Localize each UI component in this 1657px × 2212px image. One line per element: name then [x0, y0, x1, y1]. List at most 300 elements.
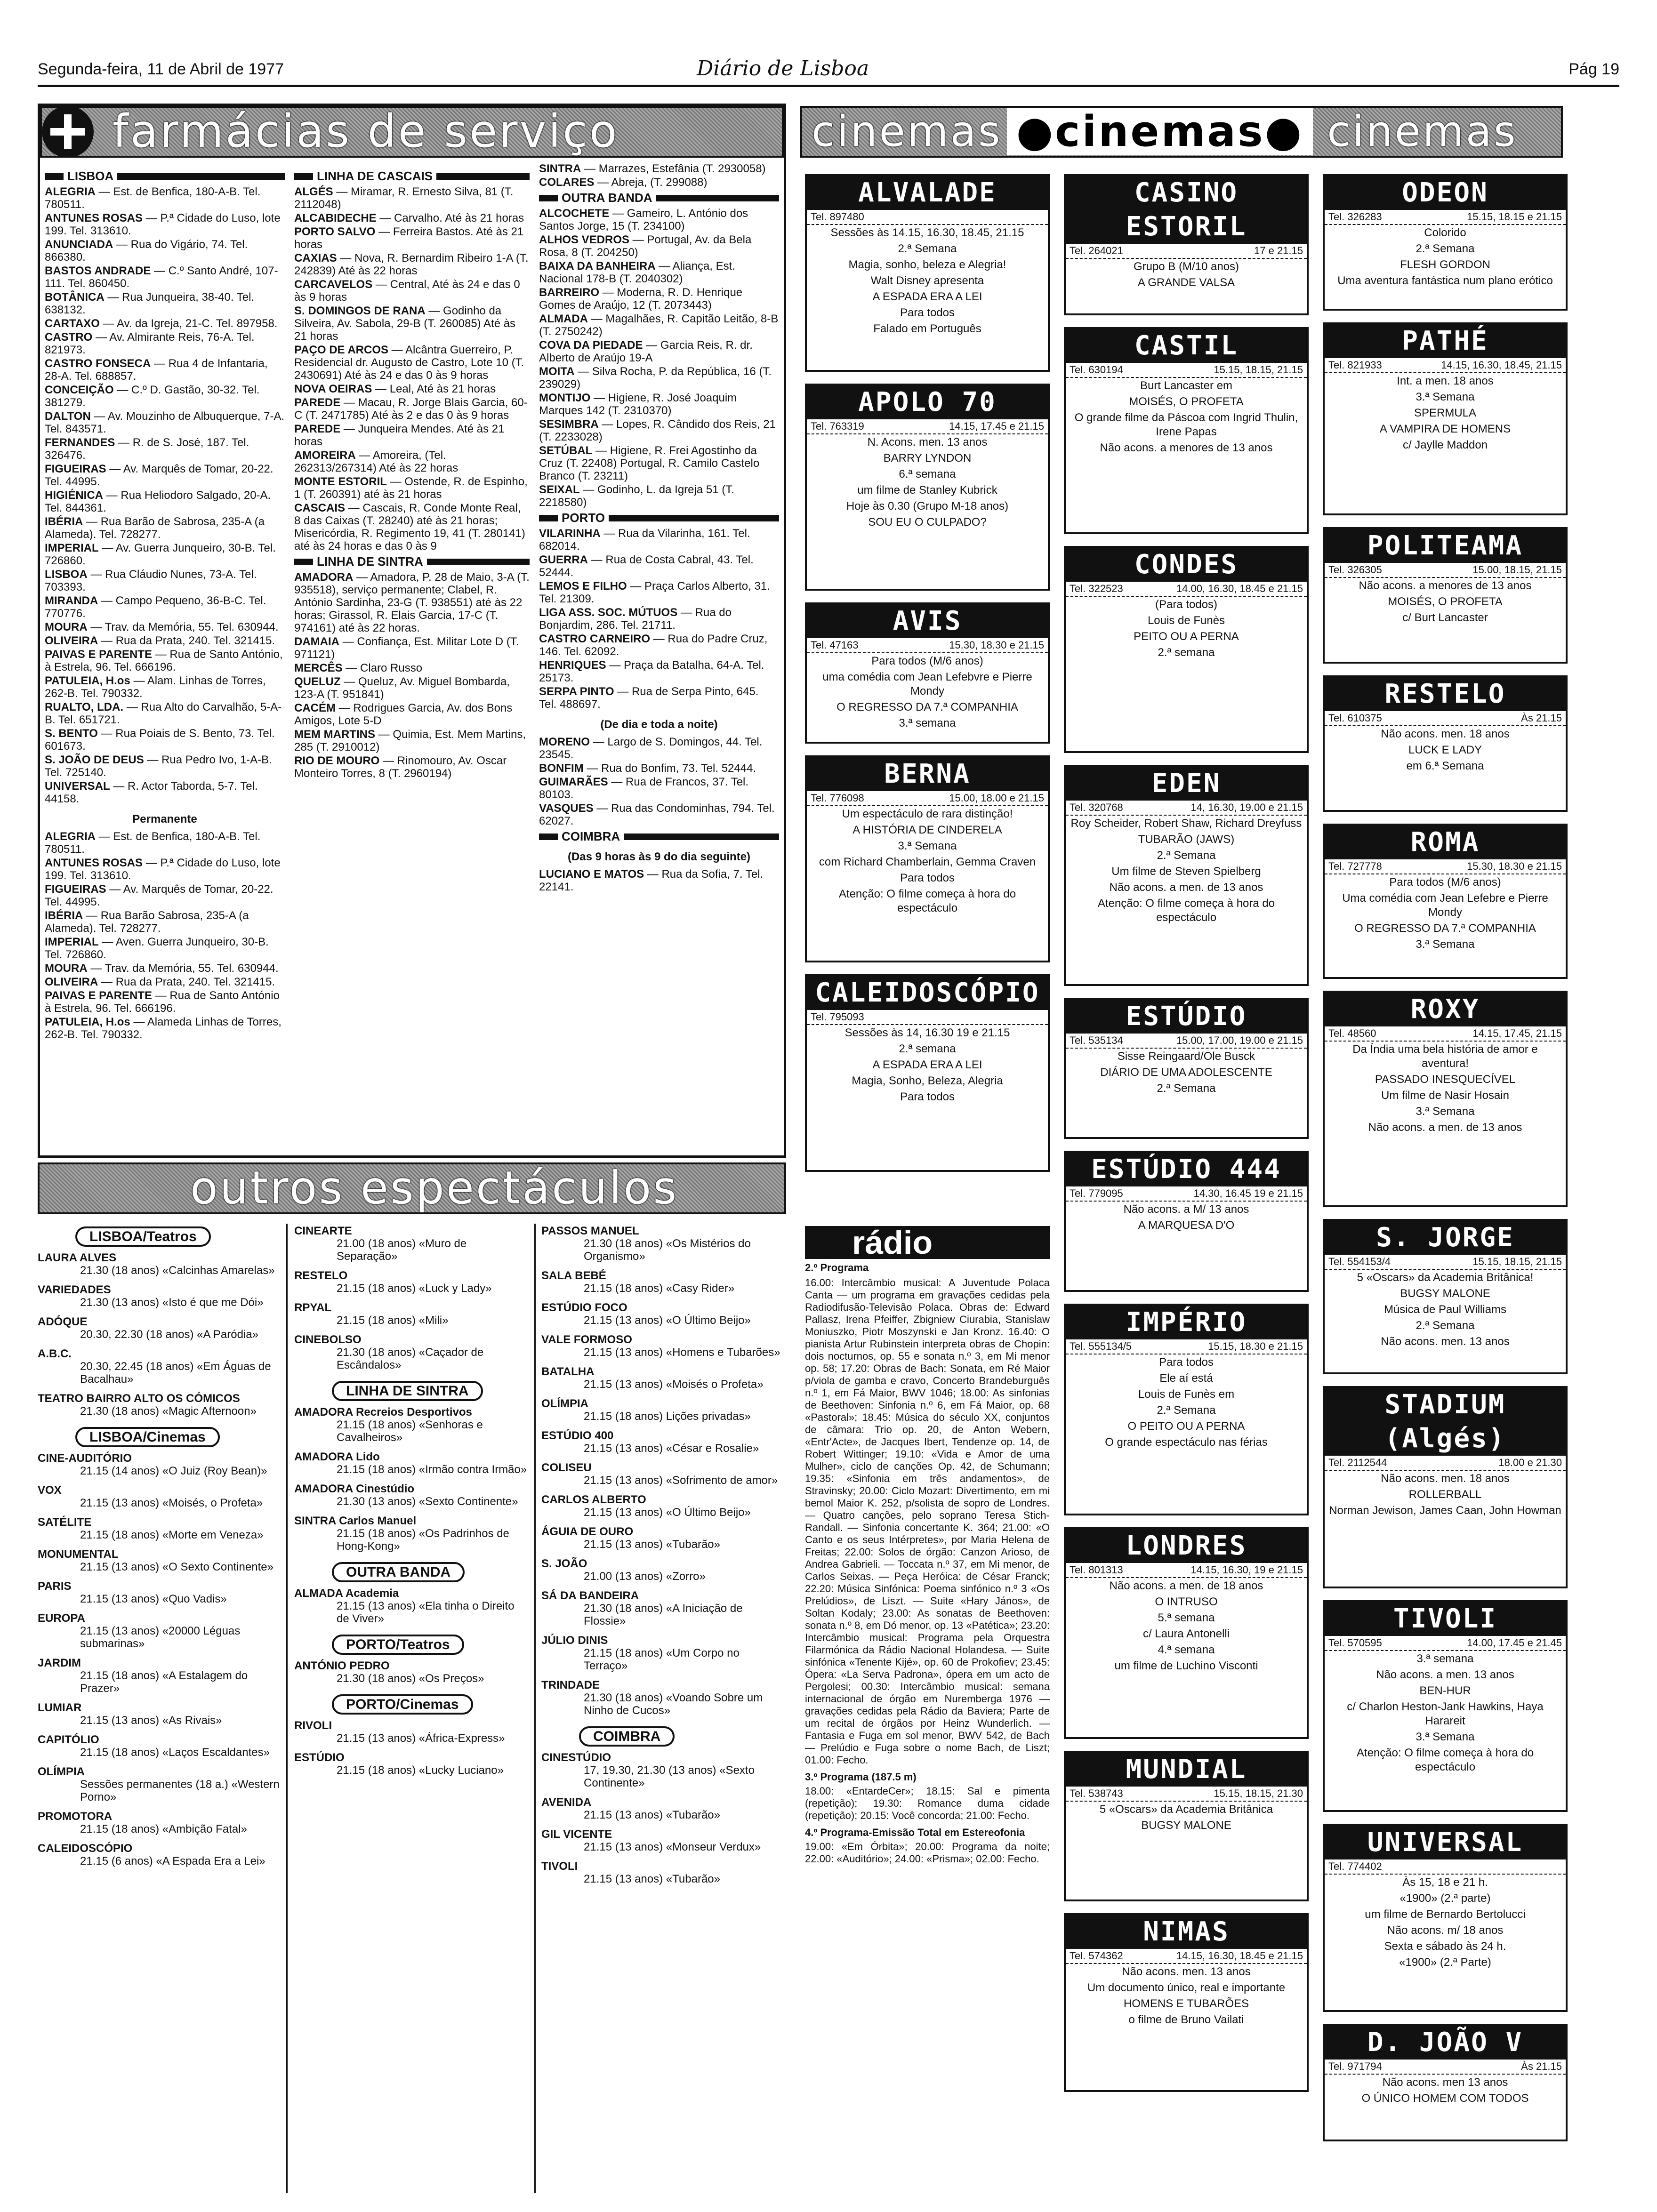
show-details: 21.15 (18 anos) «Casy Rider» — [584, 1282, 735, 1295]
pharmacy-details: Rua Alto do Carvalhão, 5-A-B. Tel. 651721. — [45, 701, 282, 726]
cinema-tel-row — [1066, 1186, 1307, 1202]
section-rule — [624, 834, 779, 840]
show-details: 21.15 (18 anos) «Ambição Fatal» — [80, 1823, 247, 1835]
pharmacy-entry: ALHOS VEDROS — Portugal, Av. da Bela Rosa, 8 (T. 204250) — [539, 233, 752, 259]
pharmacy-name: HENRIQUES — [539, 659, 606, 672]
cinema-line: «1900» (2.ª Parte) — [1399, 1956, 1491, 1969]
cinema-line: A ESPADA ERA A LEI — [872, 290, 982, 303]
pharmacy-name: FIGUEIRAS — [45, 883, 106, 896]
pharmacy-entry: S. DOMINGOS DE RANA — Godinho da Silveira, Av. Sabola, 29-B (T. 260085) Até às 21 horas — [294, 305, 516, 343]
cinema-tel: Tel. 610375 — [1328, 712, 1382, 724]
pharmacy-entry: OLIVEIRA — Rua da Prata, 240. Tel. 321415. — [45, 976, 275, 988]
pharmacy-name: COLARES — [539, 176, 595, 189]
cinema-box — [1323, 1219, 1568, 1374]
venue-name: ESTÚDIO FOCO — [541, 1301, 627, 1314]
pharmacy-details: Lopes, R. Cândido dos Reis, 21 (T. 2233028) — [539, 418, 776, 443]
pharmacy-entry: QUELUZ — Queluz, Av. Miguel Bombarda, 123-A (T. 951841) — [294, 675, 510, 701]
pharmacy-name: IMPERIAL — [45, 542, 99, 554]
cinema-name: CASINO ESTORIL — [1066, 176, 1307, 244]
pharmacy-entry: PAREDE — Junqueira Mendes. Até às 21 horas — [294, 423, 505, 448]
cinema-line: um filme de Stanley Kubrick — [857, 484, 997, 497]
cinema-tel: Tel. 322523 — [1070, 583, 1123, 594]
cinema-line: BUGSY MALONE — [1400, 1287, 1490, 1300]
show-details: 21.15 (13 anos) «Tubarão» — [584, 1809, 720, 1821]
cinema-line: HOMENS E TUBARÕES — [1123, 1997, 1249, 2010]
cinema-box — [1064, 1151, 1309, 1292]
show-entry — [294, 1515, 530, 1553]
pharmacy-details: Trav. da Memória, 55. Tel. 630944. — [105, 962, 279, 975]
cinema-name: TIVOLI — [1325, 1602, 1566, 1636]
cinema-box — [1323, 1600, 1568, 1812]
pharmacy-name: LISBOA — [45, 568, 88, 581]
farmacias-column-3 — [539, 162, 779, 1151]
pharmacy-name: MOURA — [45, 962, 88, 975]
show-entry — [541, 1429, 786, 1455]
cinema-tel-row — [1066, 244, 1307, 259]
cinema-line: 3.ª semana — [1416, 1652, 1474, 1665]
cinemas-column-2 — [1064, 174, 1309, 2198]
pharmacy-entry: LISBOA — Rua Cláudio Nunes, 73-A. Tel. 703393. — [45, 568, 257, 593]
venue-name: EUROPA — [38, 1612, 85, 1625]
venue-name: SATÉLITE — [38, 1516, 92, 1529]
pharmacy-details: Campo Pequeno, 36-B-C. Tel. 770776. — [45, 594, 266, 620]
pharmacy-entry: BOTÂNICA — Rua Junqueira, 38-40. Tel. 638132. — [45, 291, 255, 316]
cinema-box — [1323, 174, 1568, 311]
lisboa-heading — [45, 170, 285, 183]
show-entry — [294, 1751, 530, 1777]
pharmacy-name: ALHOS VEDROS — [539, 233, 630, 246]
cinema-tel-row — [1066, 1563, 1307, 1578]
show-entry — [541, 1269, 786, 1295]
show-details: 21.15 (13 anos) «Tubarão» — [584, 1538, 720, 1551]
radio-title: rádio — [805, 1226, 1050, 1259]
venue-name: S. JOÃO — [541, 1557, 587, 1570]
cinema-line: Não acons. men. 18 anos — [1381, 1472, 1510, 1485]
show-details: 21.15 (13 anos) «Moisés, o Profeta» — [80, 1497, 263, 1509]
cinema-line: A GRANDE VALSA — [1137, 276, 1235, 289]
pharmacy-details: Rua 4 de Infantaria, 28-A. Tel. 688857. — [45, 357, 268, 383]
coimbra-heading — [539, 830, 779, 843]
cinema-tel-row — [807, 210, 1048, 225]
porto-heading-label: PORTO — [562, 511, 605, 525]
cinema-line: Uma comédia com Jean Lefebre e Pierre Mondy — [1342, 892, 1548, 919]
pharmacy-name: S. BENTO — [45, 727, 98, 740]
pharmacy-entry: CASCAIS — Cascais, R. Conde Monte Real, 8 das Caixas (T. 28240) até às 21 horas; Misericórdia, R. Regimento 19, 41 (T. 280141) até às 24 horas e das 0 às 9 — [294, 502, 525, 553]
cinema-tel: Tel. 555134/5 — [1070, 1340, 1132, 1352]
pharmacy-entry: SEIXAL — Godinho, L. da Igreja 51 (T. 2218580) — [539, 483, 734, 509]
pharmacy-details: Rua de Santo António à Estrela, 96. Tel. 666196. — [45, 989, 280, 1015]
cinema-name: ESTÚDIO — [1066, 1000, 1307, 1034]
cinema-name: POLITEAMA — [1325, 529, 1566, 563]
cinema-tel-row — [1066, 801, 1307, 816]
pharmacy-details: Alam. Linhas de Torres, 262-B. Tel. 790332. — [45, 674, 266, 700]
cinema-tel-row — [1325, 711, 1566, 726]
cinema-tel-row — [1066, 1787, 1307, 1802]
pharmacy-entry: SETÚBAL — Higiene, R. Frei Agostinho da Cruz (T. 22408) Portugal, R. Camilo Castelo Branco (T. 23211) — [539, 444, 760, 482]
cinema-line: Um espectáculo de rara distinção! — [842, 808, 1013, 820]
cinema-name: AVIS — [807, 604, 1048, 638]
show-entry — [294, 1406, 530, 1444]
pharmacy-entry: CACÉM — Rodrigues Garcia, Av. dos Bons Amigos, Lote 5-D — [294, 702, 513, 727]
pharmacy-details: Quimia, Est. Mem Martins, 285 (T. 2910012) — [294, 728, 526, 753]
pharmacy-entry: BAIXA DA BANHEIRA — Aliança, Est. Nacional 178-B (T. 2040302) — [539, 260, 735, 285]
cinema-times: 15.30, 18.30 e 21.15 — [949, 639, 1044, 651]
venue-name: VOX — [38, 1484, 62, 1497]
cinema-name: STADIUM (Algés) — [1325, 1388, 1566, 1456]
cinema-line: Da Índia uma bela história de amor e aventura! — [1352, 1043, 1538, 1070]
venue-name: VARIEDADES — [38, 1283, 111, 1296]
cinema-line: c/ Laura Antonelli — [1142, 1627, 1230, 1640]
pharmacy-details: Higiene, R. José Joaquim Marques 142 (T. 2310370) — [539, 392, 737, 417]
venue-name: PROMOTORA — [38, 1810, 113, 1823]
pharmacy-entry: SERPA PINTO — Rua de Serpa Pinto, 645. Tel. 488697. — [539, 685, 759, 711]
pharmacy-entry: COVA DA PIEDADE — Garcia Reis, R. dr. Alberto de Araújo 19-A — [539, 339, 753, 364]
cinema-line: ROLLERBALL — [1408, 1488, 1482, 1501]
pharmacy-name: ANTUNES ROSAS — [45, 857, 143, 869]
pharmacy-details: Queluz, Av. Miguel Bombarda, 123-A (T. 951841) — [294, 675, 510, 701]
radio-program-2-text: 16.00: Intercâmbio musical: A Juventude Polaca Canta — um programa em gravações cedidas pela Radiodifusão-Televisão Polaca. Obras de: Edward Pallasz, Irena Pfeiffer, Zbigniew Ciurabia, Stanislaw Moniuszko, Piotr Moszynski e Jan Kronz. 16.40: O pianista Artur Rubinstein interpreta obras de Chopin: dois nocturnos, op. 55 e sonata n.º 3, em Mi menor op. 58; 17.20: Obras de Bach: Sonata, em Ré Maior p/viola de gamba e cravo, Concerto Brandeburguês n.º 1, em Fá Maior, BWV 1046; 18.00: As sinfonias de Beethoven: Sinfonia n.º 6, em Fá Maior, op. 68 «Pastoral»; 18.45: Música do século XX, conjuntos de câmara: Trio op. 20, de Anton Webern, «Entr'Acte», de Jacques Ibert, Tendenze op. 14, de Robert Wittinger; 19.10: «Vida e Amor de uma Mulher», ciclo de canções Op. 42, de Schumann; 19.35: «Sinfonia em três andamentos», de Stravinsky; 20.00: Ciclo Mozart: Divertimento, em mi bemol Maior K. 252, p/solista de sopro de Londres. — Quatro canções, pelo soprano Teresa Stich-Randall. — Sinfonia concertante K. 364; 21.00: «O Canto e os seus Intérpretes», por Maria Helena de Freitas; 22.00: Solos de órgão: Canzon Arioso, de Andrea Gabrieli. — Toccata n.º 37, em Mi menor, de Carlos Seixas. — Peça Heróica: de César Franck; 22.20: Música Sinfónica: Poema sinfónico n.º 3 «Os Prelúdios», de Liszt. — Suite «Hary János», de Soltan Kodaly; 23.00: As sonatas de Beethoven: sonata n.º 8, em Dó menor, op. 13 «Patética»; 23.20: Intercâmbio musical: Programa pela Orquestra Filarmónica da Rádio Nacional Holandesa. — Suite sinfónica «Tenente Kijé», op. 60 de Prokofiev; 23.45: Ópera: «La Serva Padrona», ópera em um acto de Pergolesi; 00.30: Intercâmbio musical: semana internacional de órgão em Nuremberga 1976 — gravações cedidas pela Rádio da Baviera; Parte de um recital de órgãos por Heinz Wunderlich. — Fantasia e Fuga em sol menor, BWV 542, de Bach — Prelúdio e Fuga sobre o nome Bach, de Liszt; 01.00: Fecho. — [805, 1277, 1050, 1766]
pharmacy-details: Amoreira, (Tel. 262313/267314) Até às 22 horas — [294, 449, 458, 474]
pharmacy-entry: IMPERIAL — Aven. Guerra Junqueiro, 30-B. Tel. 726860. — [45, 936, 269, 961]
cinema-name: CASTIL — [1066, 329, 1307, 363]
pharmacy-name: CAXIAS — [294, 252, 337, 264]
cinema-line: 2.ª semana — [1158, 646, 1215, 659]
pharmacy-details: Est. de Benfica, 180-A-B. Tel. 780511. — [45, 830, 261, 856]
pharmacy-details: Abreja, (T. 299088) — [611, 176, 708, 189]
cinema-tel-row — [1325, 1456, 1566, 1471]
pharmacy-entry: CONCEIÇÃO — C.º D. Gastão, 30-32. Tel. 381279. — [45, 384, 260, 409]
show-details: 21.30 (13 anos) «Isto é que me Dói» — [80, 1296, 264, 1309]
cinema-box — [1064, 327, 1309, 534]
pharmacy-details: Garcia Reis, R. dr. Alberto de Araújo 19-A — [539, 339, 753, 364]
pharmacy-name: IBÉRIA — [45, 909, 83, 922]
show-entry — [38, 1765, 282, 1803]
pharmacy-name: VASQUES — [539, 802, 594, 815]
venue-name: ALMADA Academia — [294, 1587, 399, 1600]
show-entry — [38, 1516, 282, 1541]
show-details: 21.30 (18 anos) «Voando Sobre um Ninho de Cucos» — [584, 1691, 763, 1717]
venue-name: A.B.C. — [38, 1347, 72, 1360]
pharmacy-name: FERNANDES — [45, 436, 115, 449]
cinema-box — [1323, 824, 1568, 979]
column-divider — [534, 1224, 536, 2193]
cinema-line: Para todos — [900, 872, 955, 884]
show-details: 21.30 (18 anos) «Os Preços» — [337, 1672, 484, 1685]
section-pill: OUTRA BANDA — [332, 1562, 465, 1582]
coimbra-heading-label: COIMBRA — [562, 829, 620, 843]
cinema-name: S. JORGE — [1325, 1221, 1566, 1255]
pharmacy-name: LUCIANO E MATOS — [539, 868, 644, 881]
section-pill: PORTO/Teatros — [332, 1635, 464, 1655]
cinema-times: 14.15, 16.30, 18.45 e 21.15 — [1176, 1950, 1303, 1962]
cinema-tel: Tel. 776098 — [811, 792, 864, 804]
venue-name: CINEARTE — [294, 1225, 352, 1237]
cinema-tel-row — [1325, 1636, 1566, 1651]
pharmacy-name: CARCAVELOS — [294, 278, 373, 291]
cinema-tel-row — [1325, 859, 1566, 874]
cinema-tel: Tel. 326283 — [1328, 211, 1382, 223]
cinema-times: 15.15, 18.15, 21.15 — [1472, 1256, 1562, 1267]
pharmacy-details: Rua de Costa Cabral, 43. Tel. 52444. — [539, 553, 754, 579]
pharmacy-name: IBÉRIA — [45, 515, 83, 528]
pharmacy-entry: CAXIAS — Nova, R. Bernardim Ribeiro 1-A (T. 242839) Até às 22 horas — [294, 252, 529, 277]
pharmacy-details: Amadora, P. 28 de Maio, 3-A (T. 935518), serviço permanente; Clabel, R. António Sardinha, 23-G (T. 938551) até às 22 horas; Girassol, R. Elais Garcia, 17-C (T. 974161) até às 22 horas. — [294, 571, 530, 634]
cinema-line: Música de Paul Williams — [1384, 1303, 1507, 1316]
venue-name: SINTRA Carlos Manuel — [294, 1515, 417, 1527]
cinema-line: 2.ª Semana — [1157, 1082, 1216, 1095]
cinema-times: 15.15, 18.15, 21.15 — [1214, 364, 1303, 376]
venue-name: CAPITÓLIO — [38, 1733, 99, 1746]
cinema-line: Hoje às 0.30 (Grupo M-18 anos) — [846, 500, 1009, 513]
pharmacy-name: IMPERIAL — [45, 936, 99, 948]
cinema-tel: Tel. 971794 — [1328, 2060, 1382, 2072]
pharmacy-entry: DALTON — Av. Mouzinho de Albuquerque, 7-A. Tel. 843571. — [45, 410, 285, 435]
pharmacy-name: ALMADA — [539, 313, 588, 325]
cinema-line: N. Acons. men. 13 anos — [867, 436, 988, 449]
pharmacy-details: Rua do Vigário, 74. Tel. 866380. — [45, 238, 248, 264]
show-details: 21.15 (13 anos) «Quo Vadis» — [80, 1593, 227, 1605]
show-details: 21.15 (13 anos) «Moisés o Profeta» — [584, 1378, 764, 1391]
pharmacy-details: Rua da Sofia, 7. Tel. 22141. — [539, 868, 764, 893]
show-entry — [541, 1225, 786, 1263]
cinema-box — [1064, 765, 1309, 986]
cinema-tel: Tel. 727778 — [1328, 860, 1382, 872]
cinema-line: Magia, sonho, beleza e Alegria! — [848, 258, 1006, 271]
cinema-line: SPERMULA — [1414, 407, 1477, 419]
linha-cascais-heading — [294, 170, 530, 183]
pharmacy-entry: AMADORA — Amadora, P. 28 de Maio, 3-A (T. 935518), serviço permanente; Clabel, R. António Sardinha, 23-G (T. 938551) até às 22 horas; Girassol, R. Elais Garcia, 17-C (T. 974161) até às 22 horas. — [294, 571, 530, 634]
pharmacy-details: Av. Guerra Junqueiro, 30-B. Tel. 726860. — [45, 542, 276, 567]
venue-name: CALEIDOSCÓPIO — [38, 1842, 133, 1855]
pharmacy-entry: GUIMARÃES — Rua de Francos, 37. Tel. 80103. — [539, 776, 749, 801]
cinema-tel: Tel. 326305 — [1328, 564, 1382, 576]
pharmacy-name: DAMAIA — [294, 635, 339, 648]
venue-name: CARLOS ALBERTO — [541, 1493, 646, 1506]
cinema-line: O INTRUSO — [1155, 1595, 1218, 1608]
linha-sintra-heading-label: LINHA DE SINTRA — [317, 554, 423, 569]
section-pill: LINHA DE SINTRA — [332, 1381, 483, 1401]
pharmacy-name: ALEGRIA — [45, 830, 96, 843]
cinema-line: DIÁRIO DE UMA ADOLESCENTE — [1100, 1066, 1272, 1079]
show-details: 21.30 (18 anos) «Caçador de Escândalos» — [337, 1346, 484, 1371]
cinema-line: 3.ª Semana — [1416, 1105, 1475, 1118]
pharmacy-name: S. JOÃO DE DEUS — [45, 753, 144, 766]
cinema-box — [1064, 1913, 1309, 2092]
porto-heading — [539, 512, 779, 524]
farmacias-banner — [40, 106, 784, 158]
cinema-name: NIMAS — [1066, 1915, 1307, 1949]
venue-name: LAURA ALVES — [38, 1251, 117, 1264]
cinema-times: 15.00, 18.00 e 21.15 — [949, 792, 1044, 804]
pharmacy-entry: ANTUNES ROSAS — P.ª Cidade do Luso, lote 199. Tel. 313610. — [45, 857, 281, 882]
header-rule — [38, 85, 1619, 87]
show-entry — [38, 1452, 282, 1477]
cinema-name: CONDES — [1066, 548, 1307, 582]
pharmacy-entry: MOURA — Trav. da Memória, 55. Tel. 630944. — [45, 962, 279, 975]
pharmacy-name: SESIMBRA — [539, 418, 599, 431]
pharmacy-details: Rua Barão Sabrosa, 235-A (a Alameda). Tel. 728277. — [45, 909, 249, 935]
cinema-tel: Tel. 570595 — [1328, 1637, 1382, 1649]
cinema-line: O REGRESSO DA 7.ª COMPANHIA — [837, 701, 1018, 713]
cinema-name: BERNA — [807, 757, 1048, 791]
venue-name: RESTELO — [294, 1269, 348, 1282]
pharmacy-name: CASTRO — [45, 331, 93, 344]
pharmacy-name: GUERRA — [539, 553, 588, 566]
show-details: 21.15 (13 anos) «Homens e Tubarões» — [584, 1346, 780, 1359]
show-entry — [541, 1860, 786, 1885]
show-entry — [541, 1333, 786, 1359]
venue-name: CINE-AUDITÓRIO — [38, 1452, 132, 1465]
pharmacy-details: Silva Rocha, P. da República, 16 (T. 239029) — [539, 365, 772, 391]
cinema-tel-row — [807, 419, 1048, 434]
pharmacy-details: Rua do Bonfim, 73. Tel. 52444. — [601, 762, 756, 775]
pharmacy-details: Godinho, L. da Igreja 51 (T. 2218580) — [539, 483, 734, 509]
outros-banner-title: outros espectáculos — [190, 1162, 679, 1214]
cinema-times: 15.00, 17.00, 19.00 e 21.15 — [1176, 1034, 1303, 1046]
pharmacy-name: PATULEIA, H.os — [45, 1016, 130, 1028]
pharmacy-details: Portugal, Av. da Bela Rosa, 8 (T. 204250) — [539, 233, 752, 259]
venue-name: CINEBOLSO — [294, 1333, 362, 1346]
pharmacy-name: BAIXA DA BANHEIRA — [539, 260, 656, 272]
cinema-box — [1064, 1751, 1309, 1901]
section-rule — [117, 173, 285, 180]
cinema-box — [805, 755, 1050, 962]
cinema-name: APOLO 70 — [807, 385, 1048, 419]
venue-name: COLISEU — [541, 1461, 592, 1474]
show-entry — [541, 1796, 786, 1821]
cinema-name: ROXY — [1325, 993, 1566, 1026]
cinema-name: ROMA — [1325, 825, 1566, 859]
pharmacy-details: Av. Marquês de Tomar, 20-22. Tel. 44995. — [45, 463, 273, 488]
column-divider — [286, 1224, 288, 2193]
pharmacy-name: ALEGRIA — [45, 185, 96, 198]
cinema-line: 5.ª semana — [1158, 1611, 1215, 1624]
cinema-line: Roy Scheider, Robert Shaw, Richard Dreyfuss — [1070, 817, 1302, 830]
cinema-line: O grande filme da Páscoa com Ingrid Thulin, Irene Papas — [1074, 411, 1298, 438]
cinema-line: Magia, Sonho, Beleza, Alegria — [852, 1074, 1003, 1087]
cinema-line: Atenção: O filme começa à hora do espectáculo — [1097, 897, 1275, 924]
cinema-line: Sessões às 14, 16.30 19 e 21.15 — [845, 1026, 1010, 1039]
show-details: Sessões permanentes (18 a.) «Western Porno» — [80, 1778, 280, 1803]
cinema-tel: Tel. 538743 — [1070, 1787, 1123, 1799]
cinema-line: Norman Jewison, James Caan, John Howman — [1329, 1504, 1561, 1517]
cinema-line: 2.ª Semana — [1157, 1404, 1216, 1417]
cinema-name: ODEON — [1325, 176, 1566, 210]
show-details: 21.15 (18 anos) «A Estalagem do Prazer» — [80, 1669, 248, 1695]
cinema-times: 14.00, 16.30, 18.45 e 21.15 — [1176, 583, 1303, 594]
cinema-line: 2.ª Semana — [1157, 849, 1216, 862]
pharmacy-name: S. DOMINGOS DE RANA — [294, 305, 426, 317]
farmacias-banner-title: farmácias de serviço — [113, 106, 619, 158]
cinema-line: LUCK E LADY — [1408, 744, 1482, 756]
cinema-line: FLESH GORDON — [1400, 258, 1491, 271]
venue-name: PASSOS MANUEL — [541, 1225, 639, 1237]
show-entry — [294, 1269, 530, 1295]
pharmacy-entry: CASTRO — Av. Almirante Reis, 76-A. Tel. 821973. — [45, 331, 255, 356]
pharmacy-entry: PATULEIA, H.os — Alam. Linhas de Torres, 262-B. Tel. 790332. — [45, 674, 266, 700]
pharmacy-entry: S. JOÃO DE DEUS — Rua Pedro Ivo, 1-A-B. Tel. 725140. — [45, 753, 272, 779]
cinema-line: Um filme de Nasir Hosain — [1381, 1089, 1510, 1102]
section-rule — [656, 195, 779, 201]
radio-program-3-text: 18.00: «EntardeCer»; 18.15: Sal e pimenta (repetição); 19.30: Romance duma cidade (repetição); 20.15: Você concorda; 21.00: Fecho. — [805, 1785, 1050, 1821]
pharmacy-details: Confiança, Est. Militar Lote D (T. 971121) — [294, 635, 519, 661]
show-entry — [541, 1493, 786, 1519]
masthead: Diário de Lisboa — [697, 56, 869, 80]
pharmacy-details: Aliança, Est. Nacional 178-B (T. 2040302) — [539, 260, 735, 285]
cinema-line: Um filme de Steven Spielberg — [1111, 865, 1261, 878]
show-entry — [541, 1751, 786, 1789]
pharmacy-entry: PAREDE — Macau, R. Jorge Blais Garcia, 60-C (T. 2471785) Até às 2 e das 0 às 9 horas — [294, 396, 528, 422]
show-details: 21.15 (18 anos) «Mili» — [337, 1314, 449, 1327]
venue-name: TEATRO BAIRRO ALTO OS CÓMICOS — [38, 1392, 240, 1405]
cinema-line: 2.ª Semana — [1416, 1319, 1475, 1332]
pharmacy-details: Macau, R. Jorge Blais Garcia, 60-C (T. 2471785) Até às 2 e das 0 às 9 horas — [294, 396, 528, 422]
pharmacy-details: Central, Até às 24 e das 0 às 9 horas — [294, 278, 520, 304]
cinema-line: Louis de Funès — [1147, 614, 1225, 627]
pharmacy-name: AMADORA — [294, 571, 354, 584]
pharmacy-entry: IMPERIAL — Av. Guerra Junqueiro, 30-B. Tel. 726860. — [45, 542, 276, 567]
pharmacy-entry: CASTRO CARNEIRO — Rua do Padre Cruz, 146. Tel. 62092. — [539, 633, 768, 658]
cinema-times: 15.15, 18.30 e 21.15 — [1208, 1340, 1303, 1352]
cinema-line: Não acons. a menores de 13 anos — [1100, 441, 1273, 454]
cinema-line: 3.ª Semana — [898, 840, 957, 852]
show-details: 21.15 (18 anos) «Irmão contra Irmão» — [337, 1463, 527, 1476]
cinema-name: ESTÚDIO 444 — [1066, 1153, 1307, 1186]
pharmacy-name: MEM MARTINS — [294, 728, 375, 741]
show-entry — [38, 1733, 282, 1759]
cinema-line: PEITO OU A PERNA — [1134, 630, 1239, 643]
pharmacy-entry: PORTO SALVO — Ferreira Bastos. Até às 21 horas — [294, 225, 524, 251]
show-details: 21.15 (13 anos) «Monseur Verdux» — [584, 1841, 761, 1853]
pharmacy-entry: VILARINHA — Rua da Vilarinha, 161. Tel. 682014. — [539, 527, 750, 553]
pharmacy-name: MOURA — [45, 621, 88, 633]
cinema-name: RESTELO — [1325, 677, 1566, 711]
cinema-line: c/ Charlon Heston-Jank Hawkins, Haya Harareit — [1347, 1700, 1544, 1727]
cinema-line: Int. a men. 18 anos — [1397, 375, 1494, 387]
cinema-line: Uma aventura fantástica num plano erótico — [1337, 274, 1553, 287]
cinema-tel-row — [807, 791, 1048, 806]
pharmacy-entry: MIRANDA — Campo Pequeno, 36-B-C. Tel. 770776. — [45, 594, 266, 620]
pharmacy-entry: BASTOS ANDRADE — C.º Santo André, 107-111. Tel. 860450. — [45, 264, 278, 290]
pharmacy-details: Est. de Benfica, 180-A-B. Tel. 780511. — [45, 185, 261, 211]
cinema-times: 14, 16.30, 19.00 e 21.15 — [1190, 801, 1303, 813]
pharmacy-details: Rua Cláudio Nunes, 73-A. Tel. 703393. — [45, 568, 257, 593]
pharmacy-details: Rodrigues Garcia, Av. dos Bons Amigos, Lote 5-D — [294, 702, 513, 727]
cinema-tel: Tel. 795093 — [811, 1011, 864, 1023]
farmacias-column-1 — [45, 167, 285, 1151]
cinema-tel: Tel. 774402 — [1328, 1860, 1382, 1872]
show-entry — [541, 1365, 786, 1391]
cinema-line: O PEITO OU A PERNA — [1127, 1420, 1245, 1433]
cinema-line: Não acons. a menores de 13 anos — [1359, 579, 1532, 592]
show-entry — [294, 1301, 530, 1327]
cinema-line: MOISÉS, O PROFETA — [1388, 595, 1503, 608]
outros-column-3 — [541, 1224, 786, 2193]
cinema-times: 14.15, 17.45 e 21.15 — [949, 420, 1044, 432]
show-details: 21.15 (13 anos) «Tubarão» — [584, 1873, 720, 1885]
pharmacy-details: Rua da Prata, 240. Tel. 321415. — [115, 976, 275, 988]
pharmacy-details: Praça Carlos Alberto, 31. Tel. 21309. — [539, 580, 770, 605]
venue-name: VALE FORMOSO — [541, 1333, 632, 1346]
cinemas-column-1 — [805, 174, 1050, 1210]
pharmacy-details: Rua de Santo António, à Estrela, 96. Tel. 666196. — [45, 648, 283, 673]
cinema-tel-row — [1066, 1949, 1307, 1964]
cinema-box — [1323, 1824, 1568, 2012]
show-entry — [38, 1810, 282, 1835]
pharmacy-name: ALCABIDECHE — [294, 212, 377, 224]
pharmacy-name: GUIMARÃES — [539, 776, 608, 788]
cinema-line: SOU EU O CULPADO? — [868, 516, 987, 529]
